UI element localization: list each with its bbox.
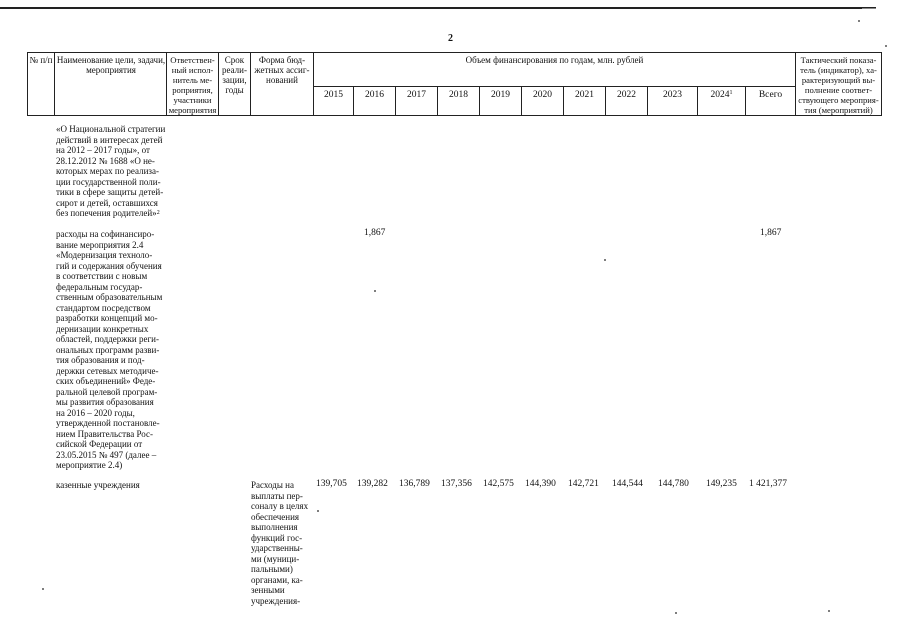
row-treasury-2019: 142,575 — [483, 479, 514, 489]
year-2017: 2017 — [407, 90, 426, 100]
row-treasury-2016: 139,282 — [357, 479, 388, 489]
scan-speck — [604, 259, 606, 261]
scan-speck — [42, 588, 44, 590]
top-rule — [0, 7, 876, 9]
row-strategy-name-text: «О Национальной стратегии действий в интересах детей на 2012 – 2017 годы», от 28.12.2012 № 1688 «О не- которых мерах по реализа- ции государственной поли- тики в сфере защиты детей- сирот и детей, оставшихся без попечения родителей» — [56, 124, 166, 218]
year-row-divider — [313, 86, 795, 87]
scan-speck — [828, 610, 830, 612]
row-treasury-2015: 139,705 — [316, 479, 347, 489]
year-2022: 2022 — [617, 90, 636, 100]
col-line-1 — [54, 52, 55, 116]
year-2020: 2020 — [533, 90, 552, 100]
year-total: Всего — [758, 90, 783, 100]
row-treasury-2021: 142,721 — [568, 479, 599, 489]
row-cofinancing-name: расходы на софинансиро- вание мероприятия 2.4 «Модернизация техноло- гий и содержания обучения в соответствии с новым федеральным государ- ственным образовательным стандартом посредством разработки концепций мо- дернизации конкретных областей, поддержки реги- ональных программ разви- тия образования и под- держки сетевых методиче- ских объединений» Феде- ральной целевой програм- мы развития образования на 2016 – 2020 годы, утвержденной постановле- нием Правительства Рос- сийской Федерации от 23.05.2015 № 497 (далее – мероприятие 2.4) — [56, 229, 163, 470]
row-treasury-form: Расходы на выплаты пер- соналу в целях обеспечения выполнения функций гос- ударственны- ми (муници- пальными) органами, ка- зенными учреждения- — [251, 480, 309, 606]
header-responsible: Ответствен-ный испол-нитель ме-роприятия, участники мероприятия — [168, 55, 217, 115]
year-2019: 2019 — [491, 90, 510, 100]
row-cofinancing-2016: 1,867 — [364, 228, 386, 238]
year-2024-label: 2024 — [710, 90, 730, 100]
header-financing: Объем финансирования по годам, млн. рублей — [465, 55, 644, 65]
year-2021: 2021 — [575, 90, 594, 100]
row-treasury-2018: 137,356 — [441, 479, 472, 489]
table-top-border — [27, 52, 882, 53]
header-name: Наименование цели, задачи, мероприятия — [56, 55, 166, 75]
col-line-end — [881, 52, 882, 116]
header-term: Срок реали-зации, годы — [222, 55, 247, 95]
year-2016: 2016 — [365, 90, 384, 100]
year-2024 — [698, 90, 745, 100]
top-rule-fragment — [862, 8, 876, 9]
row-treasury-total: 1 421,377 — [749, 479, 787, 489]
year-2018: 2018 — [449, 90, 468, 100]
page-number: 2 — [448, 33, 453, 44]
header-indicator: Тактический показа-тель (индикатор), ха-рактеризующий вы-полнение соответ-ствующего мероприя-тия (мероприятий) — [798, 55, 879, 115]
scan-speck — [374, 290, 376, 292]
row-treasury-2020: 144,390 — [525, 479, 556, 489]
row-treasury-2022: 144,544 — [612, 479, 643, 489]
year-2024-footnote: 1 — [729, 90, 733, 96]
row-treasury-2017: 136,789 — [399, 479, 430, 489]
year-2023: 2023 — [663, 90, 682, 100]
row-treasury-2023: 144,780 — [658, 479, 689, 489]
scan-speck — [317, 510, 319, 512]
scan-speck — [858, 20, 860, 22]
row-treasury-2024: 149,235 — [706, 479, 737, 489]
row-cofinancing-total: 1,867 — [760, 228, 782, 238]
header-number: № п/п — [29, 55, 53, 65]
row-strategy-footnote: 2 — [156, 210, 160, 216]
row-strategy-name — [56, 124, 168, 219]
scan-speck — [675, 612, 677, 614]
row-treasury-name: казенные учреждения — [56, 480, 140, 490]
header-form: Форма бюд-жетных ассиг-нований — [254, 55, 310, 85]
year-2015: 2015 — [324, 90, 343, 100]
scan-speck — [885, 45, 887, 47]
table-header-bottom-border — [27, 115, 882, 116]
